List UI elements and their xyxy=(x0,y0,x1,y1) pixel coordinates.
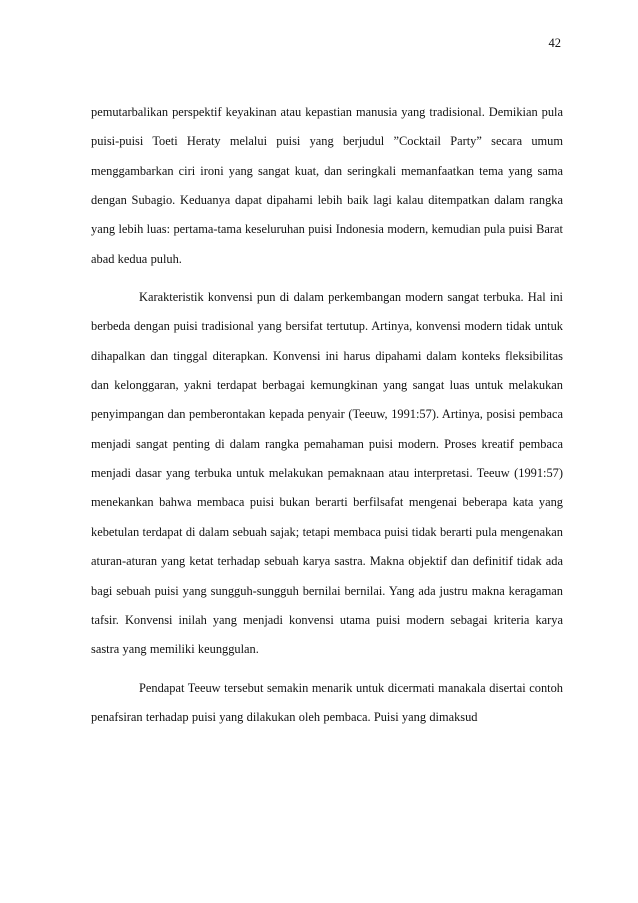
paragraph-1: pemutarbalikan perspektif keyakinan atau kepastian manusia yang tradisional. Demikian pula puisi-puisi Toeti Heraty melalui puisi yang berjudul ”Cocktail Party” secara umum menggambarkan ciri ironi yang sangat kuat, dan seringkali memanfaatkan tema yang sama dengan Subagio. Keduanya dapat dipahami lebih baik lagi kalau ditempatkan dalam rangka yang lebih luas: pertama-tama keseluruhan puisi Indonesia modern, kemudian pula puisi Barat abad kedua puluh. xyxy=(91,105,563,266)
paragraph-3: Pendapat Teeuw tersebut semakin menarik untuk dicermati manakala disertai contoh penafsiran terhadap puisi yang dilakukan oleh pembaca. Puisi yang dimaksud xyxy=(91,680,563,724)
body-text xyxy=(91,98,563,732)
page-number: 42 xyxy=(548,36,561,50)
paragraph-2: Karakteristik konvensi pun di dalam perkembangan modern sangat terbuka. Hal ini berbeda dengan puisi tradisional yang bersifat tertutup. Artinya, konvensi modern tidak untuk dihapalkan dan tinggal diterapkan. Konvensi ini harus dipahami dalam konteks fleksibilitas dan kelonggaran, yakni terdapat berbagai kemungkinan yang sangat luas untuk melakukan penyimpangan dan pemberontakan kepada penyair (Teeuw, 1991:57). Artinya, posisi pembaca menjadi sangat penting di dalam rangka pemahaman puisi modern. Proses kreatif pembaca menjadi dasar yang terbuka untuk melakukan pemaknaan atau interpretasi. Teeuw (1991:57) menekankan bahwa membaca puisi bukan berarti berfilsafat mengenai beberapa kata yang kebetulan terdapat di dalam sebuah sajak; tetapi membaca puisi tidak berarti pula mengenakan aturan-aturan yang ketat terhadap sebuah karya sastra. Makna objektif dan definitif tidak ada bagi sebuah puisi yang sungguh-sungguh bernilai bernilai. Yang ada justru makna keragaman tafsir. Konvensi inilah yang menjadi konvensi utama puisi modern sebagai kriteria karya sastra yang memiliki keunggulan. xyxy=(91,290,563,657)
